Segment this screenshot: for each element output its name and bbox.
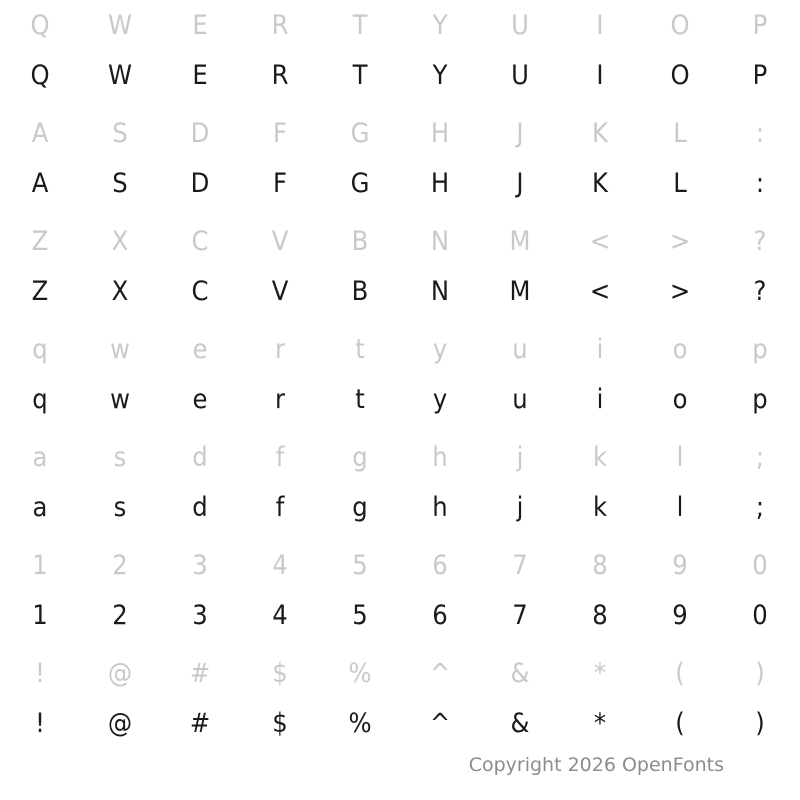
glyph-cell: J (516, 117, 524, 149)
glyph-cell: ; (755, 491, 765, 523)
glyph-cell: I (596, 59, 604, 91)
glyph-cell: q (32, 383, 48, 415)
glyph-cell: P (752, 9, 768, 41)
glyph-cell: < (589, 225, 611, 257)
glyph-cell: Y (432, 59, 448, 91)
glyph-cell: o (672, 333, 688, 365)
glyph-cell: C (191, 275, 209, 307)
glyph-cell: U (511, 59, 529, 91)
glyph-cell: A (31, 167, 49, 199)
glyph-row-solid (0, 698, 800, 748)
glyph-cell: D (190, 117, 210, 149)
glyph-cell: A (31, 117, 49, 149)
glyph-cell: W (107, 59, 133, 91)
glyph-cell: ? (753, 275, 767, 307)
glyph-row-ghost (0, 0, 800, 50)
glyph-row-ghost (0, 324, 800, 374)
glyph-cell: y (432, 383, 448, 415)
glyph-cell: 3 (192, 549, 208, 581)
glyph-cell: u (512, 383, 528, 415)
glyph-cell: D (190, 167, 210, 199)
glyph-cell: # (189, 657, 211, 689)
glyph-cell: p (752, 383, 768, 415)
glyph-cell: ? (753, 225, 767, 257)
glyph-cell: ^ (429, 657, 451, 689)
glyph-row-ghost (0, 108, 800, 158)
glyph-cell: T (352, 59, 368, 91)
glyph-cell: a (32, 491, 48, 523)
glyph-cell: $ (272, 707, 288, 739)
glyph-cell: k (592, 491, 608, 523)
glyph-cell: E (192, 59, 208, 91)
glyph-cell: Q (30, 59, 50, 91)
glyph-cell: > (669, 225, 691, 257)
glyph-cell: G (350, 167, 370, 199)
glyph-cell: u (512, 333, 528, 365)
glyph-cell: q (32, 333, 48, 365)
glyph-cell: h (432, 491, 448, 523)
glyph-cell: U (511, 9, 529, 41)
glyph-cell: o (672, 383, 688, 415)
glyph-cell: h (432, 441, 448, 473)
glyph-cell: F (273, 117, 287, 149)
glyph-cell: H (430, 117, 450, 149)
copyright-notice: Copyright 2026 OpenFonts (468, 754, 724, 776)
glyph-cell: ! (35, 657, 45, 689)
glyph-cell: V (271, 275, 289, 307)
glyph-cell: g (352, 491, 368, 523)
glyph-cell: > (669, 275, 691, 307)
glyph-cell: 2 (112, 599, 128, 631)
glyph-cell: ^ (429, 707, 451, 739)
glyph-cell: T (352, 9, 368, 41)
glyph-cell: N (430, 275, 450, 307)
glyph-cell: # (189, 707, 211, 739)
glyph-cell: t (355, 383, 365, 415)
glyph-cell: p (752, 333, 768, 365)
glyph-cell: K (592, 167, 608, 199)
glyph-cell: H (430, 167, 450, 199)
glyph-cell: 8 (592, 599, 608, 631)
glyph-cell: 4 (272, 599, 288, 631)
glyph-cell: : (755, 167, 765, 199)
glyph-cell: % (348, 657, 372, 689)
glyph-cell: 5 (352, 549, 368, 581)
glyph-cell: 4 (272, 549, 288, 581)
glyph-cell: y (432, 333, 448, 365)
glyph-cell: R (271, 9, 289, 41)
glyph-cell: * (593, 657, 607, 689)
glyph-cell: 2 (112, 549, 128, 581)
glyph-cell: ! (35, 707, 45, 739)
glyph-row-ghost (0, 432, 800, 482)
glyph-cell: 1 (32, 599, 48, 631)
glyph-cell: % (348, 707, 372, 739)
glyph-cell: L (673, 117, 687, 149)
glyph-cell: j (516, 491, 524, 523)
glyph-cell: M (509, 225, 531, 257)
glyph-cell: s (113, 491, 127, 523)
glyph-cell: B (351, 225, 369, 257)
glyph-cell: e (192, 383, 208, 415)
glyph-cell: 5 (352, 599, 368, 631)
glyph-cell: a (32, 441, 48, 473)
glyph-cell: & (510, 707, 530, 739)
glyph-row-solid (0, 482, 800, 532)
glyph-cell: Z (31, 225, 49, 257)
glyph-cell: f (275, 491, 285, 523)
glyph-cell: O (670, 9, 690, 41)
glyph-row-ghost (0, 648, 800, 698)
glyph-cell: J (516, 167, 524, 199)
glyph-cell: f (275, 441, 285, 473)
glyph-cell: d (192, 441, 208, 473)
glyph-cell: W (107, 9, 133, 41)
glyph-cell: F (273, 167, 287, 199)
glyph-cell: C (191, 225, 209, 257)
glyph-cell: Q (30, 9, 50, 41)
glyph-cell: ) (755, 707, 765, 739)
glyph-cell: G (350, 117, 370, 149)
glyph-cell: 3 (192, 599, 208, 631)
glyph-cell: Z (31, 275, 49, 307)
glyph-cell: 6 (432, 599, 448, 631)
glyph-cell: < (589, 275, 611, 307)
glyph-row-solid (0, 590, 800, 640)
glyph-cell: & (510, 657, 530, 689)
glyph-cell: Y (432, 9, 448, 41)
glyph-cell: M (509, 275, 531, 307)
glyph-cell: 7 (512, 599, 528, 631)
glyph-cell: ; (755, 441, 765, 473)
glyph-cell: 7 (512, 549, 528, 581)
glyph-cell: N (430, 225, 450, 257)
glyph-cell: t (355, 333, 365, 365)
glyph-cell: S (112, 167, 128, 199)
glyph-cell: 0 (752, 599, 768, 631)
glyph-cell: @ (107, 707, 133, 739)
glyph-cell: X (111, 275, 129, 307)
glyph-cell: O (670, 59, 690, 91)
glyph-cell: r (275, 333, 285, 365)
glyph-cell: * (593, 707, 607, 739)
glyph-cell: w (110, 383, 130, 415)
glyph-cell: 9 (672, 549, 688, 581)
glyph-cell: I (596, 9, 604, 41)
glyph-cell: 6 (432, 549, 448, 581)
glyph-cell: g (352, 441, 368, 473)
glyph-cell: V (271, 225, 289, 257)
glyph-cell: 1 (32, 549, 48, 581)
glyph-row-ghost (0, 216, 800, 266)
glyph-cell: L (673, 167, 687, 199)
glyph-cell: ( (675, 657, 685, 689)
glyph-cell: k (592, 441, 608, 473)
glyph-cell: 0 (752, 549, 768, 581)
glyph-cell: K (592, 117, 608, 149)
glyph-cell: B (351, 275, 369, 307)
glyph-cell: S (112, 117, 128, 149)
glyph-cell: P (752, 59, 768, 91)
glyph-cell: @ (107, 657, 133, 689)
glyph-cell: e (192, 333, 208, 365)
glyph-cell: s (113, 441, 127, 473)
glyph-cell: l (676, 441, 684, 473)
glyph-row-ghost (0, 540, 800, 590)
glyph-cell: R (271, 59, 289, 91)
glyph-cell: l (676, 491, 684, 523)
glyph-cell: r (275, 383, 285, 415)
glyph-cell: j (516, 441, 524, 473)
glyph-cell: i (596, 333, 604, 365)
glyph-row-solid (0, 266, 800, 316)
glyph-row-solid (0, 50, 800, 100)
glyph-cell: ( (675, 707, 685, 739)
glyph-cell: w (110, 333, 130, 365)
glyph-cell: E (192, 9, 208, 41)
glyph-cell: 9 (672, 599, 688, 631)
glyph-cell: ) (755, 657, 765, 689)
glyph-cell: d (192, 491, 208, 523)
glyph-cell: : (755, 117, 765, 149)
glyph-cell: i (596, 383, 604, 415)
glyph-cell: 8 (592, 549, 608, 581)
glyph-row-solid (0, 374, 800, 424)
glyph-row-solid (0, 158, 800, 208)
glyph-cell: $ (272, 657, 288, 689)
glyph-cell: X (111, 225, 129, 257)
